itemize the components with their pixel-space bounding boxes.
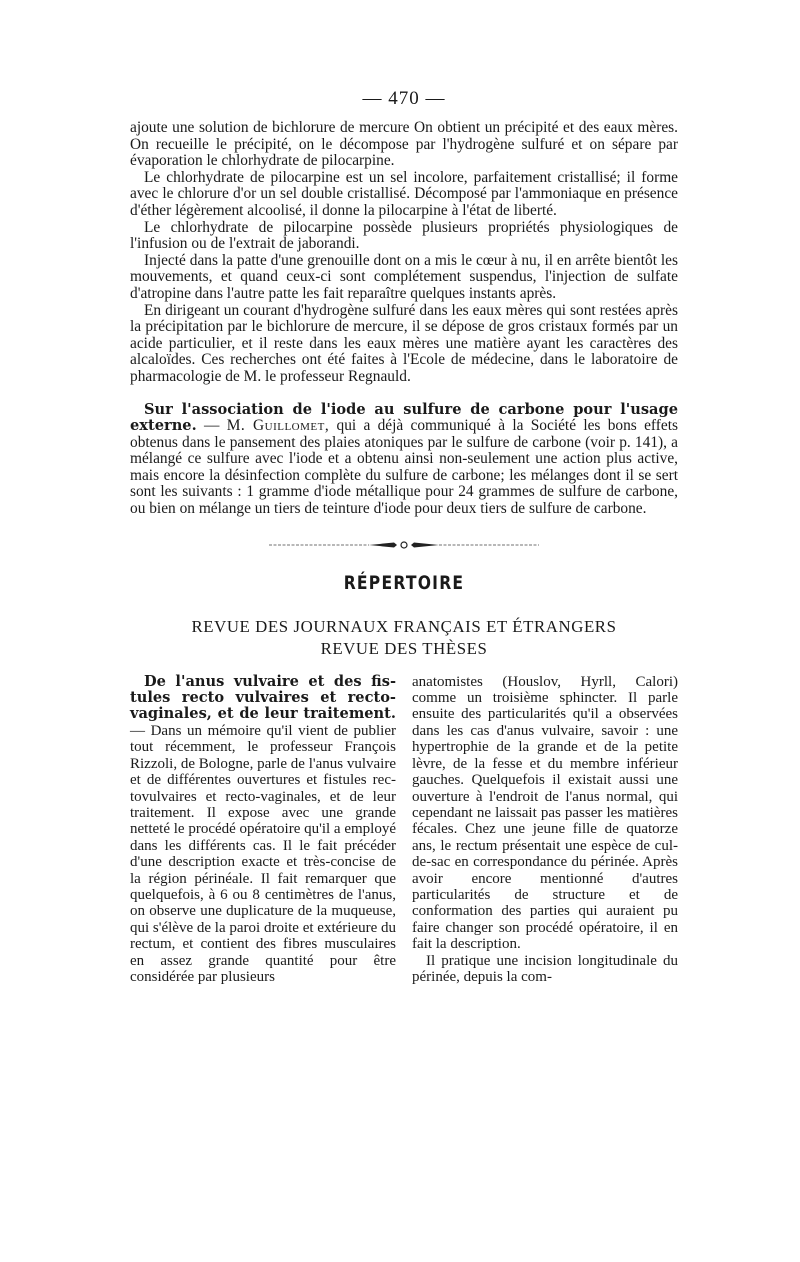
subhead-theses: REVUE DES THÈSES	[320, 638, 488, 658]
ornament-divider	[269, 540, 539, 550]
right-column	[412, 674, 678, 986]
intro-paragraph-4: Injecté dans la patte d'une grenouille dont on a mis le cœur à nu, il en arrête bientôt les mouvements, et quand ceux-ci sont complétement suspendus, l'injection de sulfate d'atropine dans l'autre patte les fait reparaître quelques instants après.	[130, 251, 678, 302]
iodine-section	[130, 402, 678, 518]
right-column-paragraph-1: anatomistes (Houslov, Hyrll, Calori) comme un troisième sphincter. Il parle ensuite des particularités qu'il a observées dans les cas d'anus vulvaire, savoir : une hypertrophie de la grande et de la petite lèvre, de la fesse et du membre inférieur gauches. Quelquefois il existait aussi une ouverture à l'endroit de l'anus normal, qui cependant ne laissait pas passer les matières fécales. Chez une jeune fille de quatorze ans, le rectum présentait une espèce de cul-de-sac en correspondance du périnée. Après avoir encore mentionné d'autres particularités de structure et de conformation des parties qui auraient pu faire changer son procédé opératoire, il en fait la description.	[412, 673, 678, 953]
left-column	[130, 674, 396, 986]
right-column-paragraph-2: Il pratique une incision longitudinale du périnée, depuis la com-	[412, 952, 678, 985]
intro-paragraph-1: ajoute une solution de bichlorure de mercure On obtient un précipité et des eaux mères. On recueille le précipité, on le décompose par l'hydrogène sulfuré et on sépare par évaporation le chlorhydrate de pilocarpine.	[130, 119, 678, 170]
iodine-section-dash: —	[196, 417, 227, 435]
intro-paragraph-2: Le chlorhydrate de pilocarpine est un sel incolore, parfaitement cristallisé; il forme avec le chlorure d'or un sel double cristallisé. Décomposé par l'ammoniaque en présence d'éther légèrement alcoolisé, il donne la pilocarpine à l'état de liberté.	[130, 168, 678, 219]
iodine-section-body: qui a déjà communiqué à la Société les bons effets obtenus dans le pansement des plaies atoniques par le sulfure de carbone (voir p. 141), a mélangé ce sulfure avec l'iode et a obtenu ainsi non-seulement une action plus active, mais encore la désinfection complète du sulfure de carbone; les mélanges dont il se sert sont les suivants : 1 gramme d'iode métallique pour 24 grammes de sulfure de carbone, ou bien on mélange un tiers de teinture d'iode pour deux tiers de sulfure de carbone.	[130, 417, 678, 518]
repertoire-heading: RÉPERTOIRE	[343, 571, 465, 594]
intro-paragraph-5: En dirigeant un courant d'hydrogène sulfuré dans les eaux mères qui sont restées après la précipitation par le bichlorure de mercure, il se dépose de gros cristaux formés par un acide particulier, et il reste dans les eaux mères une matière ayant les caractères des alcaloïdes. Ces recherches ont été faites à l'Ecole de médecine, dans le laboratoire de pharmacologie de M. le professeur Regnauld.	[130, 301, 678, 385]
iodine-section-heading: Sur l'association de l'iode au sulfure de carbone pour l'usage externe.	[130, 400, 678, 435]
anus-article-body: — Dans un mémoire qu'il vient de publier tout récemment, le professeur François Rizzoli, de Bologne, parle de l'anus vulvaire et de différentes ouvertures et fistules rectovulvaires et recto-vaginales, et de leur traitement. Il expose avec une grande netteté le procédé opératoire qu'il a employé dans les différents cas. Il le fait précéder d'une description exacte et très-concise de la région périnéale. Il fait remarquer que quelquefois, à 6 ou 8 centimètres de l'anus, on observe une duplicature de la muqueuse, qui s'élève de la paroi droite et extérieure du rectum, et contient des fibres musculaires en assez grande quantité pour être considérée par plusieurs	[130, 722, 396, 985]
iodine-section-author: M. Guillomet,	[226, 417, 330, 435]
page-number: — 470 —	[362, 88, 446, 109]
anus-article	[130, 674, 396, 986]
document-page	[130, 88, 678, 985]
intro-paragraph-3: Le chlorhydrate de pilocarpine possède plusieurs propriétés physiologiques de l'infusion ou de l'extrait de jaborandi.	[130, 218, 678, 253]
two-column-section	[130, 674, 678, 986]
subhead-journals: REVUE DES JOURNAUX FRANÇAIS ET ÉTRANGERS	[191, 616, 617, 636]
anus-article-heading: De l'anus vulvaire et des fistules recto vulvaires et recto-vaginales, et de leur traitement.	[130, 672, 396, 723]
